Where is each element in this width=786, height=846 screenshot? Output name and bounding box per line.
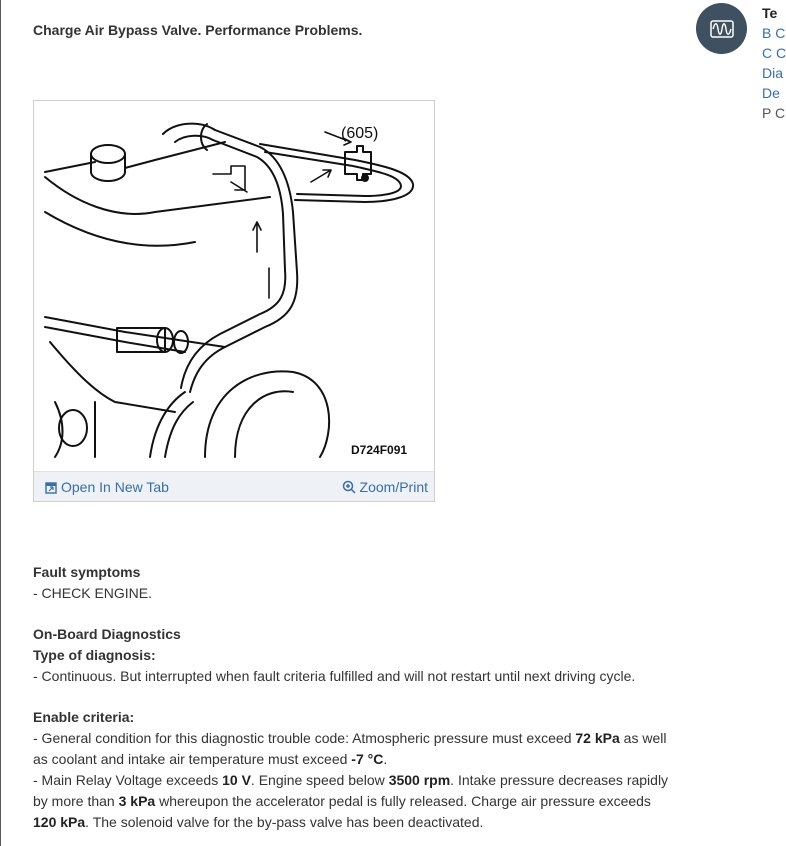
value-minus-7-c: -7 °C	[351, 751, 384, 767]
value-3-kpa: 3 kPa	[118, 793, 156, 809]
criteria-item-2: - Main Relay Voltage exceeds 10 V. Engine speed below 3500 rpm. Intake pressure decreases rapidly by more than 3 kPa whereupon the accelerator pedal is fully released. Charge air pressure exceeds 120 kPa. The solenoid valve for the by-pass valve has been deactivated.	[33, 772, 669, 830]
open-tab-icon	[45, 482, 57, 494]
sidebar-link-2[interactable]: C C	[762, 45, 786, 61]
diagram-code: D724F091	[351, 443, 408, 457]
article-body	[33, 562, 673, 833]
criteria-item-1: - General condition for this diagnostic trouble code: Atmospheric pressure must exceed 72 kPa as well as coolant and intake air temperature must exceed -7 °C.	[33, 730, 667, 767]
enable-criteria-heading: Enable criteria:	[33, 709, 135, 725]
value-10-v: 10 V	[222, 772, 251, 788]
waveform-icon[interactable]	[696, 3, 747, 54]
sidebar-text: P C	[762, 105, 786, 121]
sidebar-link-3[interactable]: Dia	[762, 65, 784, 81]
sidebar-panel	[762, 3, 786, 123]
page-title: Charge Air Bypass Valve. Performance Problems.	[33, 22, 363, 38]
value-72-kpa: 72 kPa	[575, 730, 620, 746]
zoom-print-label: Zoom/Print	[359, 479, 428, 495]
zoom-print-link[interactable]	[342, 479, 428, 495]
value-3500-rpm: 3500 rpm	[388, 772, 451, 788]
type-item: - Continuous. But interrupted when fault criteria fulfilled and will not restart until next driving cycle.	[33, 668, 636, 684]
zoom-in-icon	[342, 480, 356, 494]
sidebar-heading: Te	[762, 5, 778, 21]
figure-card	[33, 100, 435, 502]
engine-diagram[interactable]	[35, 102, 433, 472]
sidebar-link-1[interactable]: B C	[762, 25, 786, 41]
value-120-kpa: 120 kPa	[33, 814, 86, 830]
fault-symptoms-heading: Fault symptoms	[33, 564, 141, 580]
open-in-new-tab-link[interactable]	[45, 479, 169, 495]
type-heading: Type of diagnosis:	[33, 647, 156, 663]
callout-label: (605)	[341, 125, 379, 142]
sidebar-link-4[interactable]: De	[762, 85, 780, 101]
open-in-new-tab-label: Open In New Tab	[61, 479, 169, 495]
left-divider	[0, 0, 1, 846]
figure-toolbar	[34, 471, 434, 501]
obd-heading: On-Board Diagnostics	[33, 626, 181, 642]
fault-symptoms-item: - CHECK ENGINE.	[33, 585, 153, 601]
